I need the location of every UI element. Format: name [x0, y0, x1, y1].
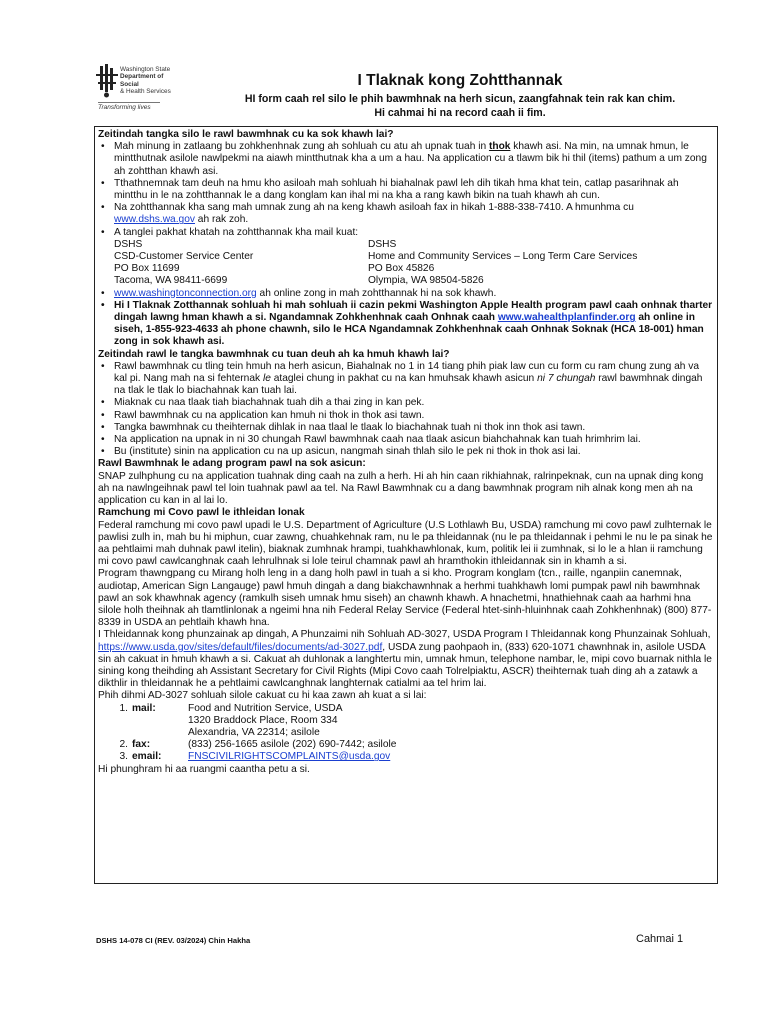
logo-line: Washington State [120, 66, 171, 73]
list-item [98, 288, 714, 300]
address-left [114, 239, 368, 288]
text: ah rak zoh. [194, 214, 249, 226]
section-heading: Rawl Bawmhnak le adang program pawl na sok asicun: [98, 458, 366, 470]
section-heading: Ramchung mi Covo pawl le ithleidan lonak [98, 507, 305, 519]
list-item: • Tangka bawmhnak cu theihternak dihlak in naa tlaal le tlaak lo biachahnak tuah ni thok inn thok asi tawn. [98, 422, 714, 434]
item-value [188, 751, 714, 763]
list-item: • Miaknak cu naa tlaak tiah biachahnak tuah dih a thai zing in kan pek. [98, 397, 714, 409]
emphasis-text: thok [488, 141, 511, 153]
value-line: Food and Nutrition Service, USDA [188, 702, 343, 714]
contact-item [98, 703, 714, 740]
bullet-list [98, 361, 714, 459]
paragraph: Program thawngpang cu Mirang holh leng in a dang holh pawl in tuah a si kho. Program konglam (tcn., raille, nganpiin canemnak, audiotap, American Sign Langauge) pawl hmuh dingah a dang biakchawnhnak a herhmi tuahkhawh lomi pumpak pawl nih bawmhnak pawl an sok khawhnak agency (ramkulh siseh umnak hmu siseh) an chawnh khawh. A hnachetmi, hnathiehnak caah aa harhmi hna silole holh theihnak ah tlamtlinlonak a ngeimi hna nih Federal Relay Service (Federal htet-sinh-hluinhnak caah Zohkhenhnak) (800) 877-8339 in USDA an pehtlaih khawh hna. [98, 568, 712, 629]
contact-item [98, 751, 714, 763]
subtitle-line: HI form caah rel silo le phih bawmhnak na herh sicun, zaangfahnak tein rak kan chim. [244, 93, 676, 105]
item-label: email: [132, 751, 162, 763]
paragraph: Federal ramchung mi covo pawl upadi le U.S. Department of Agriculture (U.S Lothlawh Bu, USDA) ramchung mi covo pawl zulhternak le pawlisi zulh in, mah bu hi miphun, cuar zawng, chuahkehnak ram, nu le pa thleidannak (nu le pa thleidannak i pehmi le nu le pa sinak he aa pehtlaimi mah duhnak pawl itelin), biaknak zumhnak hrampi, tuahkhawhlonak, kum, politik lei ii zumhnak, si lo le a hlan ii ramchung mi covo pawl cawlcanghnak caah lehrulhnak si lole teirul chamnak pawl ah hramthokin ithleidannak sin in khamh a si. [98, 519, 713, 568]
logo-line: Department of Social [120, 73, 164, 88]
list-item: • Rawl bawmhnak cu na application kan hmuh ni thok in thok asi tawn. [98, 410, 714, 422]
item-number: 1. [119, 702, 128, 714]
subtitle-line: Hi cahmai hi na record caah ii fim. [374, 107, 546, 119]
address-line: Tacoma, WA 98411-6699 [114, 275, 228, 287]
text: khawh asi. Na min, na umnak hmun, le mintthutnak asilole nawlpekmi na aiawh mintthutnak kha a um a hau. Na application cu a tlawm bik hi thil (items) pathum a um zong ah zohtthan khawh asi. [114, 141, 707, 177]
section-heading: Zeitindah rawl le tangka bawmhnak cu tuan deuh ah ka hmuh khawh lai? [98, 348, 450, 360]
item-number: 3. [119, 751, 128, 763]
contact-list [98, 703, 714, 764]
bullet-list [98, 141, 714, 239]
text: Na zohtthannak kha sang mah umnak zung ah na keng khawh asiloah fax in hikah 1-888-338-7410. A hmunhma cu [114, 202, 634, 214]
paragraph: SNAP zulhphung cu na application tuahnak ding caah na zulh a herh. Hi ah hin caan rikhiahnak, ralrinpeknak, cun na upnak ding kong ah na nawlngeihnak pawl tel loin tuahnak pawl aa tel. Na Rawl Bawmhnak cu a dang bawmhnak program nih alnak kong men ah na application cu kan in al lai lo. [98, 470, 704, 507]
address-line: Olympia, WA 98504-5826 [368, 275, 484, 287]
ad-3027-link[interactable]: https://www.usda.gov/sites/default/files/documents/ad-3027.pdf [98, 641, 383, 653]
page-title: I Tlaknak kong Zohtthannak [357, 72, 563, 89]
address-line: DSHS [368, 238, 397, 250]
item-number: 2. [119, 739, 128, 751]
address-line: Home and Community Services – Long Term Care Services [368, 251, 638, 263]
emphasis-text: le [262, 373, 271, 385]
list-item [98, 202, 714, 226]
content-box [94, 126, 718, 884]
text: Mah minung in zatlaang bu zohkhenhnak zung ah sohluah cu atu ah upnak tuah in [114, 141, 489, 153]
logo-line: & Health Services [120, 88, 171, 96]
form-id: DSHS 14-078 CI (REV. 03/2024) Chin Hakha [96, 936, 251, 945]
list-item: • Na application na upnak in ni 30 chungah Rawl bawmhnak caah naa tlaak asicun biahchahnak kan tuah hrimhrim lai. [98, 434, 714, 446]
logo-tagline: Transforming lives [98, 102, 160, 111]
emphasis-text: ni 7 chungah [537, 373, 596, 385]
page-number: Cahmai 1 [636, 933, 684, 945]
dshs-link[interactable]: www.dshs.wa.gov [114, 214, 195, 226]
fns-email-link[interactable]: FNSCIVILRIGHTSCOMPLAINTS@usda.gov [188, 751, 391, 763]
item-label: mail: [132, 702, 156, 714]
item-value [188, 703, 714, 740]
text: I Thleidannak kong phunzainak ap dingah, A Phunzaimi nih Sohluah AD-3027, USDA Program I Thleidannak kong Phunzainak Sohluah, [98, 629, 711, 641]
text: , USDA zung paohpaoh in, (833) 620-1071 chawnhnak in, asilole USDA sin ah cakuat in hmuh khawh a si. Cakuat ah duhlonak a langhtertu min, umnak hmun, telephone nambar, le, mipi covo buarnak nithla le sining kong theihding ah Assistant Secretary for Civil Rights (Mipi Covo caah Tolrelpiaktu, ASCR) theihternak tuah ding ah a zatawk a dikthlir in thleidannak he a pehtlaimi cawlcanghnak langhternak catialmi aa tel hrim lai. [98, 641, 712, 690]
wahealthplanfinder-link[interactable]: www.wahealthplanfinder.org [497, 312, 636, 324]
address-right [368, 239, 637, 288]
address-line: CSD-Customer Service Center [114, 251, 254, 263]
contact-item [98, 739, 714, 751]
address-line: DSHS [114, 238, 143, 250]
paragraph: Phih dihmi AD-3027 sohluah silole cakuat cu hi kaa zawn ah kuat a si lai: [98, 690, 427, 702]
value-line: 1320 Braddock Place, Room 334 [188, 714, 338, 726]
text: ah online in siseh, 1-855-923-4633 ah phone chawnh, silo le HCA Ngandamnak Zohkhenhnak caah Onhnak Soknak (HCA 18-001) hman zong in sok khawh asi. [114, 312, 704, 348]
closing-statement: Hi phunghram hi aa ruangmi caantha petu a si. [98, 763, 310, 775]
list-item [98, 141, 714, 178]
value-line: Alexandria, VA 22314; asilole [188, 726, 320, 738]
address-line: PO Box 11699 [114, 263, 180, 275]
list-item: • A tanglei pakhat khatah na zohtthannak kha mail kuat: [98, 227, 714, 239]
text: ataglei chung in pakhat cu na kan hmuhsak khawh asicun [270, 373, 538, 385]
list-item: • Bu (institute) sinin na application cu na up asicun, nangmah sinah thlah silo le pek ni thok in thok asi lai. [98, 446, 714, 458]
mail-addresses [98, 239, 714, 288]
item-label: fax: [132, 739, 151, 751]
list-item: • Tthathnemnak tam deuh na hmu kho asiloah mah sohluah hi biahalnak pawl leh dih tikah hma khat tein, catlap pasarihnak ah mintthu in le na zohtthannak le a dang konglam kan ihal mi na kha a rang kawh bikin na tuah khawh ah cun. [98, 178, 714, 202]
dshs-emblem-icon [96, 64, 118, 98]
section-heading: Zeitindah tangka silo le rawl bawmhnak cu ka sok khawh lai? [98, 129, 394, 140]
item-value: (833) 256-1665 asilole (202) 690-7442; asilole [188, 739, 397, 751]
bullet-list [98, 288, 714, 349]
text: rawl bawmhnak dingah na tlak le tlak lo biachahnak kan tuah lai. [114, 373, 703, 397]
paragraph [98, 629, 714, 690]
washington-connection-link[interactable]: www.washingtonconnection.org [114, 287, 257, 299]
text: Rawl bawmhnak cu tling tein hmuh na herh asicun, Biahalnak no 1 in 14 tiang phih piak law cun cu form cu ram chung zung ah va kal pi. Nang mah na si fehternak [114, 360, 699, 385]
list-item [98, 361, 714, 398]
page-subtitle [160, 92, 760, 120]
address-line: PO Box 45826 [368, 263, 435, 275]
list-item [98, 300, 714, 349]
text: ah online zong in mah zohtthannak hi na sok khawh. [256, 287, 497, 299]
text: Hi I Tlaknak Zotthannak sohluah hi mah sohluah ii cazin pekmi Washington Apple Health program pawl caah onhnak tharter dingah lawng hman khawh a si. Ngandamnak Zohkhenhnak caah Onhnak caah [114, 299, 713, 324]
